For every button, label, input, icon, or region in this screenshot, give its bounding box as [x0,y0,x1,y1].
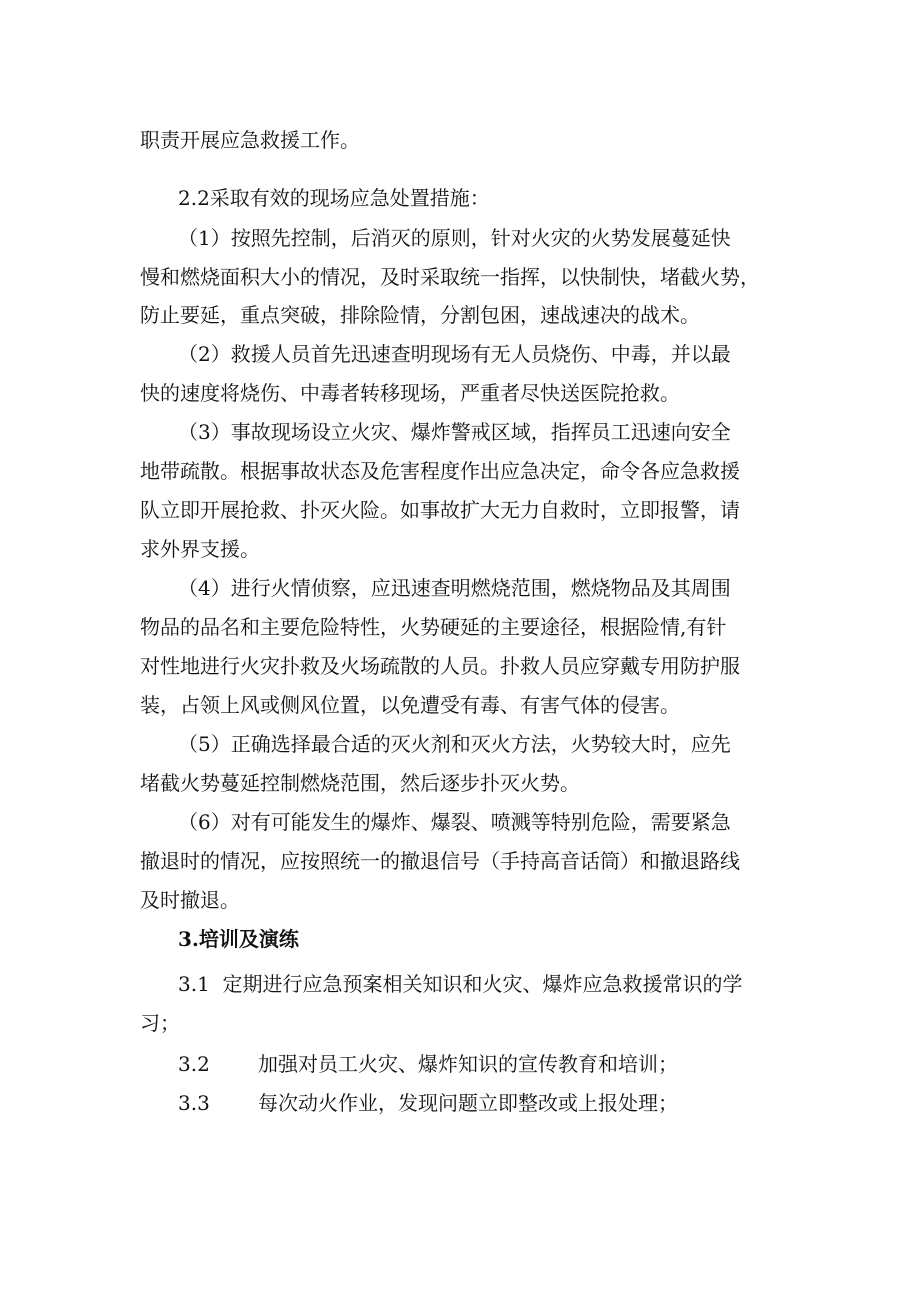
list-item-number: 3.2 [178,1052,210,1076]
paragraph-line: （4）进行火情侦察，应迅速查明燃烧范围，燃烧物品及其周围 [178,576,731,600]
paragraph-line: 及时撤退。 [140,888,240,912]
paragraph-line: （6）对有可能发生的爆炸、爆裂、喷溅等特别危险，需要紧急 [178,810,731,834]
paragraph-line: 习； [140,1011,180,1035]
paragraph-line: （5）正确选择最合适的灭火剂和灭火方法，火势较大时，应先 [178,732,731,756]
paragraph-line: （2）救援人员首先迅速查明现场有无人员烧伤、中毒，并以最 [178,342,731,366]
paragraph-line: 装，占领上风或侧风位置，以免遭受有毒、有害气体的侵害。 [140,693,680,717]
paragraph-line: 堵截火势蔓延控制燃烧范围，然后逐步扑灭火势。 [140,771,580,795]
list-item-text: 每次动火作业，发现问题立即整改或上报处理； [258,1091,678,1115]
paragraph-line: 地带疏散。根据事故状态及危害程度作出应急决定，命令各应急救援 [140,459,740,483]
paragraph-line: 对性地进行火灾扑救及火场疏散的人员。扑救人员应穿戴专用防护服 [140,654,740,678]
paragraph-line: 快的速度将烧伤、中毒者转移现场，严重者尽快送医院抢救。 [140,381,680,405]
section-heading: 2.2采取有效的现场应急处置措施： [178,186,490,210]
paragraph-line: 物品的品名和主要危险特性，火势硬延的主要途径，根据险情,有针 [140,615,727,639]
paragraph-line: 3.1 定期进行应急预案相关知识和火灾、爆炸应急救援常识的学 [178,972,743,996]
section-heading-training: 3.培训及演练 [178,927,299,951]
paragraph-line: 职责开展应急救援工作。 [140,128,360,152]
list-item-number: 3.3 [178,1091,210,1115]
list-item-text: 加强对员工火灾、爆炸知识的宣传教育和培训； [258,1052,678,1076]
paragraph-line: 队立即开展抢救、扑灭火险。如事故扩大无力自救时，立即报警，请 [140,498,740,522]
paragraph-line: 撤退时的情况，应按照统一的撤退信号（手持高音话筒）和撤退路线 [140,849,740,873]
paragraph-line: （1）按照先控制，后消灭的原则，针对火灾的火势发展蔓延快 [178,226,731,250]
paragraph-line: （3）事故现场设立火灾、爆炸警戒区域，指挥员工迅速向安全 [178,420,731,444]
paragraph-line: 慢和燃烧面积大小的情况，及时采取统一指挥，以快制快，堵截火势， [140,265,760,289]
paragraph-line: 防止要延，重点突破，排除险情，分割包困，速战速决的战术。 [140,303,700,327]
paragraph-line: 求外界支援。 [140,537,260,561]
